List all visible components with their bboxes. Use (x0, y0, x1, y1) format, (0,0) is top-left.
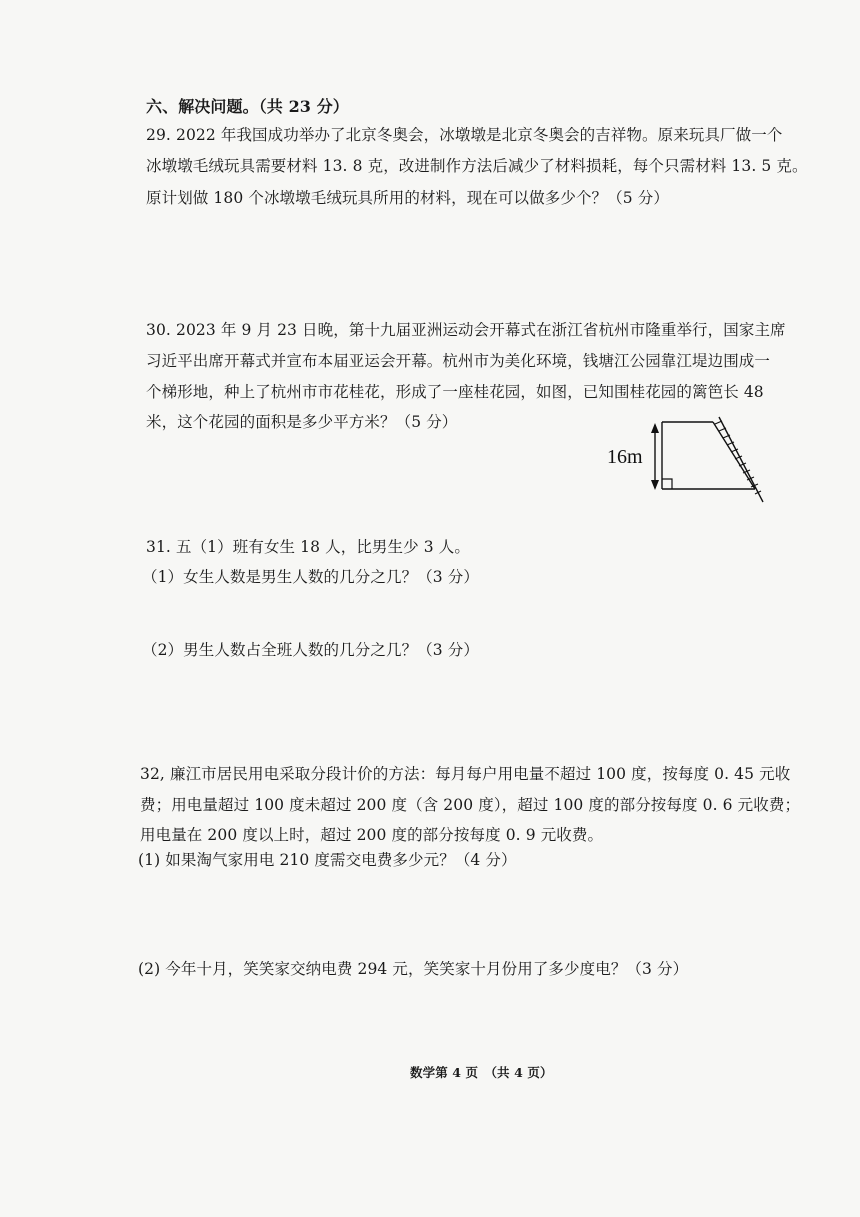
embankment-hatching (715, 421, 761, 494)
q29-line-1: 29. 2022 年我国成功举办了北京冬奥会，冰墩墩是北京冬奥会的吉祥物。原来玩具厂做一个 (146, 126, 783, 144)
q32-part-2: (2) 今年十月，笑笑家交纳电费 294 元，笑笑家十月份用了多少度电？（3 分） (138, 960, 689, 978)
page-footer: 数学第 4 页 （共 4 页） (410, 1065, 553, 1080)
q32-line-2: 费；用电量超过 100 度未超过 200 度（含 200 度），超过 100 度的部分按每度 0. 6 元收费； (140, 796, 801, 814)
q31-part-2: （2）男生人数占全班人数的几分之几？（3 分） (142, 641, 479, 659)
q30-line-1: 30. 2023 年 9 月 23 日晚，第十九届亚洲运动会开幕式在浙江省杭州市隆重举行，国家主席 (146, 321, 786, 339)
q32-part-1: (1) 如果淘气家用电 210 度需交电费多少元？（4 分） (138, 851, 517, 869)
trapezoid-garden-figure (595, 405, 775, 515)
height-arrow-bottom (651, 480, 659, 490)
q30-line-4: 米，这个花园的面积是多少平方米？（5 分） (146, 413, 458, 431)
q29-line-3: 原计划做 180 个冰墩墩毛绒玩具所用的材料，现在可以做多少个？（5 分） (146, 189, 669, 207)
section-title: 六、解决问题。（共 23 分） (146, 97, 349, 116)
q31-stem: 31. 五（1）班有女生 18 人，比男生少 3 人。 (146, 538, 470, 556)
height-label: 16m (607, 446, 643, 468)
q32-line-1: 32, 廉江市居民用电采取分段计价的方法：每月每户用电量不超过 100 度，按每度 0. 45 元收 (140, 765, 791, 783)
q29-line-2: 冰墩墩毛绒玩具需要材料 13. 8 克，改进制作方法后减少了材料损耗，每个只需材料 13. 5 克。 (146, 157, 808, 175)
right-angle-mark (662, 479, 672, 489)
q30-line-3: 个梯形地，种上了杭州市市花桂花，形成了一座桂花园，如图，已知围桂花园的篱笆长 48 (146, 383, 764, 401)
q30-line-2: 习近平出席开幕式并宣布本届亚运会开幕。杭州市为美化环境，钱塘江公园靠江堤边围成一 (146, 352, 771, 370)
height-arrow-top (651, 423, 659, 433)
q31-part-1: （1）女生人数是男生人数的几分之几？（3 分） (142, 568, 479, 586)
q32-line-3: 用电量在 200 度以上时，超过 200 度的部分按每度 0. 9 元收费。 (140, 826, 604, 844)
